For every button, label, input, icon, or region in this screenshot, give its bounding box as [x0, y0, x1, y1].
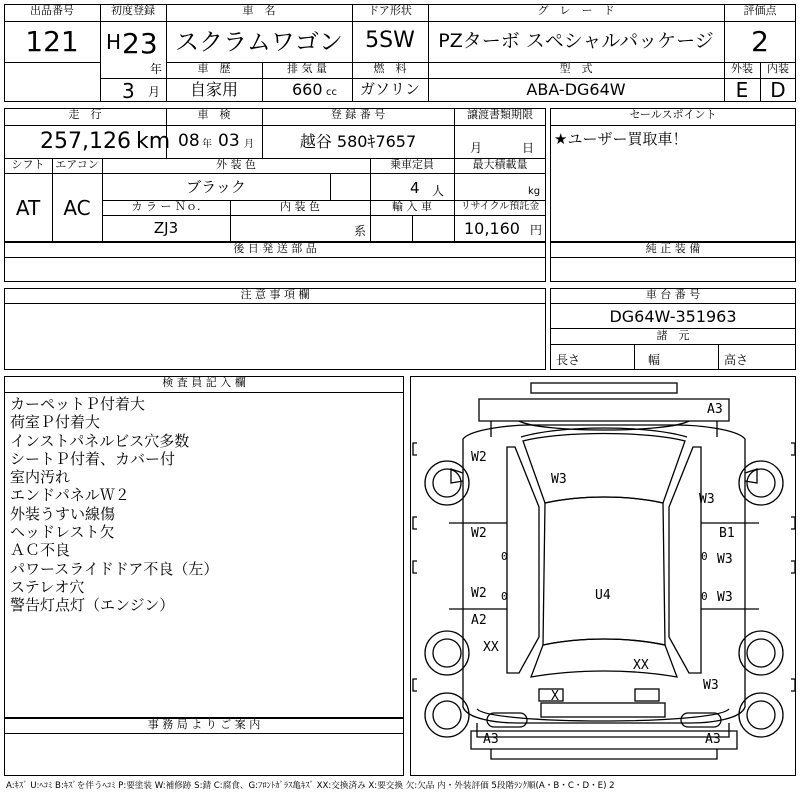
recycle-label: リサイクル預託金: [454, 200, 546, 216]
score-label: 評価点: [724, 4, 796, 22]
inspector-notes: [10, 395, 218, 615]
sales-point-box: [550, 108, 796, 242]
capacity-label: 乗車定員: [370, 158, 454, 174]
damage-a3-rear-left: A3: [483, 732, 499, 747]
load-label: 最大積載量: [454, 158, 546, 174]
recycle-deposit: 10,160: [464, 219, 520, 238]
damage-w3-hood: W3: [551, 472, 567, 487]
inspector-line: シートＰ付着、カバー付: [10, 449, 176, 468]
reg-year: 23: [122, 27, 158, 60]
damage-w2-left-door1: W2: [471, 526, 487, 541]
era-prefix: H: [106, 30, 122, 54]
damage-w3-right-door2: W3: [717, 590, 733, 605]
inspector-line: インストパネルビス穴多数: [10, 431, 190, 450]
history-label: 車 歴: [197, 62, 231, 75]
recycle-unit: 円: [530, 223, 543, 237]
shift: AT: [15, 196, 41, 220]
damage-w3-right-rear: W3: [703, 678, 719, 693]
inspector-line: パワースライドドア不良（左）: [10, 559, 219, 578]
spec-height: 高さ: [724, 353, 749, 367]
interior-color-label: 内 装 色: [230, 200, 370, 216]
inspector-line: ヘッドレスト欠: [10, 523, 115, 542]
displacement-label: 排 気 量: [287, 62, 327, 75]
damage-zero-1: 0: [501, 550, 508, 563]
damage-zero-4: 0: [701, 590, 708, 603]
mileage-label: 走 行: [4, 108, 166, 126]
inspection-month-unit: 月: [244, 139, 254, 150]
model-label: 型 式: [559, 62, 593, 75]
interior-grade: D: [770, 78, 786, 102]
spec-width: 幅: [648, 353, 661, 367]
inspection-year: 08: [178, 131, 200, 151]
damage-a3-rear-right: A3: [705, 732, 721, 747]
spec-length: 長さ: [556, 353, 581, 367]
plate-number: 越谷 580ｷ7657: [299, 132, 417, 151]
first-reg-label: 初度登録: [100, 4, 166, 22]
transfer-label: 譲渡書類期限: [454, 108, 546, 126]
lot-label: 出品番号: [4, 4, 100, 22]
reg-month: 3: [122, 79, 135, 103]
mileage-unit: km: [136, 129, 171, 154]
inspector-line: カーペットＰ付着大: [10, 395, 146, 413]
capacity: 4: [410, 179, 420, 197]
inspector-line: エンドパネルＷ２: [10, 486, 130, 505]
later-parts-label: 後 日 発 送 部 品: [4, 242, 546, 258]
exterior-color: ブラック: [186, 178, 246, 196]
fuel-label: 燃 料: [373, 62, 407, 75]
inspection-year-unit: 年: [202, 139, 212, 150]
car-name-label: 車 名: [166, 4, 352, 22]
color-number: ZJ3: [153, 219, 179, 237]
damage-w2-left-front: W2: [471, 450, 487, 465]
year-unit: 年: [150, 62, 163, 76]
car-diagram-box: [410, 376, 796, 776]
ac-label: エアコン: [52, 158, 102, 174]
inspection-label: 車 検: [166, 108, 262, 126]
history: 自家用: [189, 80, 238, 99]
chassis-label: 車 台 番 号: [550, 288, 796, 304]
damage-w3-right-door1: W3: [717, 552, 733, 567]
overall-score: 2: [751, 25, 769, 58]
inspector-line: ステレオ穴: [10, 577, 85, 596]
inspector-line: 警告灯点灯（エンジン）: [10, 596, 175, 615]
specs-label: 諸 元: [550, 329, 796, 345]
transfer-day: 日: [522, 141, 535, 155]
inspector-line: 荷室Ｐ付着大: [10, 413, 101, 432]
notes-label: 注 意 事 項 欄: [4, 288, 546, 304]
month-unit: 月: [148, 85, 161, 99]
damage-u4-roof: U4: [595, 588, 611, 603]
displacement-unit: cc: [326, 87, 337, 98]
inspector-line: ＡＣ不良: [10, 541, 71, 560]
inspector-label: 検 査 員 記 入 欄: [4, 376, 404, 393]
chassis-number: DG64W-351963: [609, 307, 737, 326]
lot-number: 121: [25, 25, 79, 58]
import-label: 輸 入 車: [370, 200, 454, 216]
shift-label: シフト: [4, 158, 52, 174]
displacement: 660: [292, 80, 323, 99]
damage-b1-right-door1: B1: [719, 526, 735, 541]
sales-point-text: ★ユーザー買取車！: [554, 130, 688, 148]
damage-xx-left-rear: XX: [483, 640, 499, 655]
mileage: 257,126: [40, 129, 131, 154]
inspection-month: 03: [218, 131, 240, 151]
legend-text: A:ｷｽﾞ U:ﾍｺﾐ B:ｷｽﾞを伴うﾍｺﾐ P:要塗装 W:補修跡 S:錆 C:腐食、G:ﾌﾛﾝﾄｶﾞﾗｽ亀ｷｽﾞ XX:交換済み X:要交換 欠:欠品 内・外装評価 5段階ﾗﾝｸ順(A・B・C・D・E) 2: [6, 781, 615, 791]
car-outline-diagram: [411, 377, 795, 775]
ext-grade-label: 外装: [731, 62, 753, 75]
damage-w3-right-front: W3: [699, 492, 715, 507]
damage-xx-right-rear: XX: [633, 658, 649, 673]
car-name: スクラムワゴン: [175, 28, 343, 56]
ac: AC: [63, 196, 91, 220]
damage-a3-front: A3: [707, 402, 723, 417]
fuel: ガソリン: [359, 80, 420, 98]
model-code: ABA-DG64W: [526, 80, 626, 99]
interior-suffix: 系: [354, 224, 367, 238]
damage-zero-3: 0: [501, 590, 508, 603]
office-label: 事 務 局 よ り ご 案 内: [4, 718, 404, 734]
grade: PZターボ スペシャルパッケージ: [438, 30, 714, 52]
inspector-line: 室内汚れ: [10, 468, 71, 487]
int-grade-label: 内装: [767, 62, 789, 75]
color-no-label: カ ラ ー Ｎｏ.: [102, 200, 230, 216]
plate-label: 登 録 番 号: [262, 108, 454, 126]
genuine-equipment-label: 純 正 装 備: [550, 242, 796, 258]
sales-point-label: セールスポイント: [550, 108, 796, 126]
transfer-month: 月: [470, 141, 483, 155]
damage-x-rear: X: [551, 689, 559, 704]
load-unit: kg: [528, 186, 541, 197]
damage-a2-left-door2: A2: [471, 613, 487, 628]
damage-w2-left-door2: W2: [471, 586, 487, 601]
grade-label: グ レ ー ド: [428, 4, 724, 22]
door-label: ドア形状: [352, 4, 428, 22]
door-type: 5SW: [365, 28, 415, 53]
color-label: 外 装 色: [102, 158, 370, 174]
exterior-grade: E: [735, 78, 749, 102]
inspector-line: 外装うすい線傷: [10, 504, 116, 523]
capacity-unit: 人: [432, 184, 445, 198]
damage-zero-2: 0: [701, 550, 708, 563]
